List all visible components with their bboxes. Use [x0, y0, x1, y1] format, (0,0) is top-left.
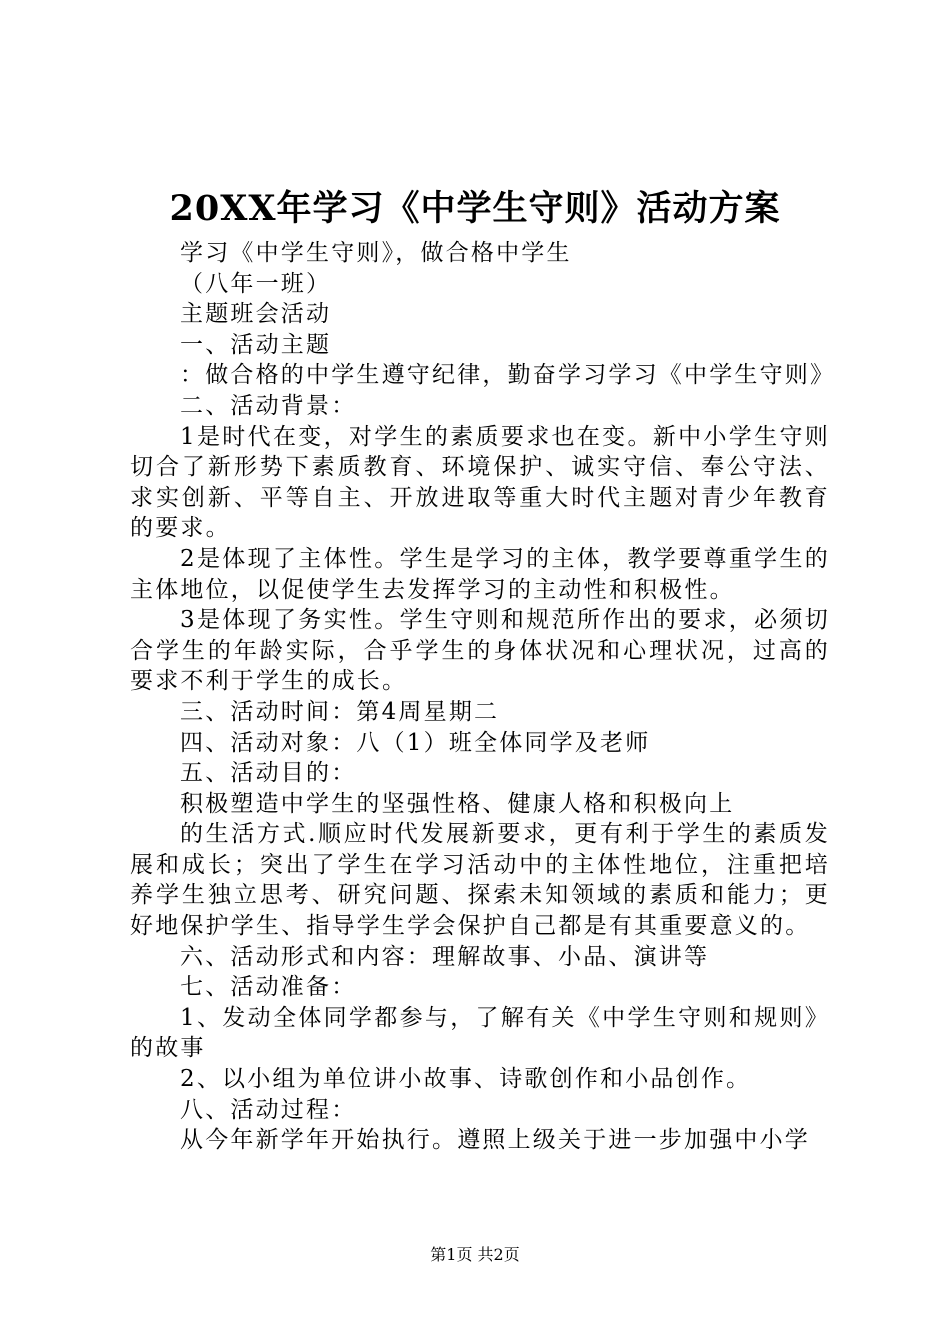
paragraph: 3是体现了务实性。学生守则和规范所作出的要求，必须切合学生的年龄实际，合乎学生的身体状况和心理状况，过高的要求不利于学生的成长。	[130, 607, 830, 695]
paragraph: 的生活方式.顺应时代发展新要求，更有利于学生的素质发展和成长；突出了学生在学习活动中的主体性地位，注重把培养学生独立思考、研究问题、探索未知领域的素质和能力；更好地保护学生、指导学生学会保护自己都是有其重要意义的。	[130, 821, 830, 940]
paragraph: 1是时代在变，对学生的素质要求也在变。新中小学生守则切合了新形势下素质教育、环境保护、诚实守信、奉公守法、求实创新、平等自主、开放进取等重大时代主题对青少年教育的要求。	[130, 423, 830, 542]
paragraph: 二、活动背景：	[180, 392, 357, 419]
paragraph: 1、发动全体同学都参与，了解有关《中学生守则和规则》的故事	[130, 1004, 830, 1062]
paragraph: （八年一班）	[180, 270, 332, 297]
paragraph: 六、活动形式和内容：理解故事、小品、演讲等	[180, 943, 710, 970]
paragraph: 七、活动准备：	[180, 974, 357, 1001]
paragraph: 从今年新学年开始执行。遵照上级关于进一步加强中小学	[180, 1127, 810, 1154]
paragraph: ：做合格的中学生遵守纪律，勤奋学习学习《中学生守则》	[180, 362, 836, 389]
document-title: 20XX年学习《中学生守则》活动方案	[169, 188, 781, 229]
paragraph: 三、活动时间：第4周星期二	[180, 698, 500, 725]
paragraph: 五、活动目的：	[180, 760, 357, 787]
paragraph: 一、活动主题	[180, 331, 332, 358]
paragraph: 2是体现了主体性。学生是学习的主体，教学要尊重学生的主体地位，以促使学生去发挥学习的主动性和积极性。	[130, 545, 830, 603]
paragraph: 主题班会活动	[180, 301, 332, 328]
page-footer: 第1页 共2页	[430, 1245, 520, 1264]
paragraph: 四、活动对象：八（1）班全体同学及老师	[180, 729, 651, 756]
paragraph: 2、以小组为单位讲小故事、诗歌创作和小品创作。	[180, 1066, 752, 1093]
paragraph: 学习《中学生守则》，做合格中学生	[180, 240, 572, 266]
document-body	[130, 238, 836, 1156]
paragraph: 积极塑造中学生的坚强性格、健康人格和积极向上	[180, 790, 735, 817]
paragraph: 八、活动过程：	[180, 1096, 357, 1123]
